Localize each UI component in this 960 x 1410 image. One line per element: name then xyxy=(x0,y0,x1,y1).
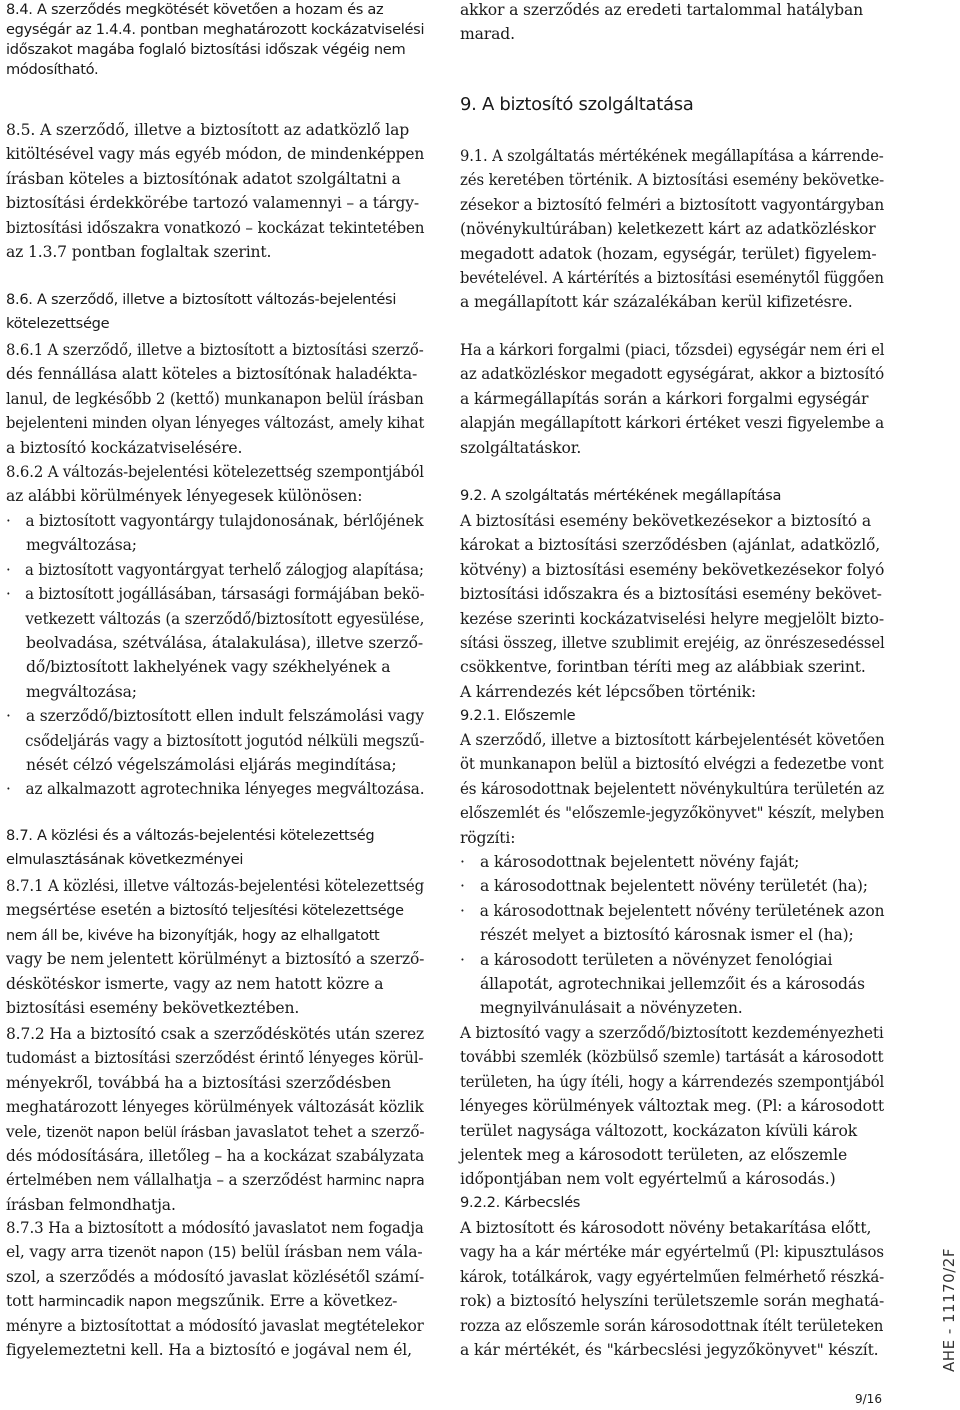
section-8-7-1-line-segment: déskötéskor ismerte, vagy az nem hatott közre a xyxy=(6,974,384,993)
section-8-7-1-line-segment: 8.7.1 A közlési, illetve változás-bejelentési kötelezettség xyxy=(6,877,425,895)
section-9-2-2-line: a kár mértékét, és "kárbecslési jegyzőkönyvet" készít. xyxy=(460,1341,879,1359)
bullet-text: megváltozása; xyxy=(26,682,137,701)
section-8-7-1-line xyxy=(6,876,424,896)
bullet-item xyxy=(6,657,390,677)
bullet-text: az alkalmazott agrotechnika lényeges megváltozása. xyxy=(25,780,425,799)
section-9-2-line: csökkentve, forintban téríti meg az alábbiak szerint. xyxy=(460,658,866,677)
bullet-text: részét melyet a biztosító károsnak ismer el (ha); xyxy=(480,926,854,945)
bullet-item xyxy=(460,852,799,872)
heading-8-7: elmulasztásának következményei xyxy=(6,851,244,868)
section-8-7-3-line-segment: el, vagy arra xyxy=(6,1243,109,1262)
bullet-item xyxy=(6,560,424,580)
section-8-7-2-line-segment: tudomást a biztosítási szerződést érintő lényeges körül- xyxy=(6,1049,424,1068)
section-8-5-line: az 1.3.7 pontban foglaltak szerint. xyxy=(6,243,272,261)
bullet-item xyxy=(6,633,423,653)
section-8-6-1-line: 8.6.1 A szerződő, illetve a biztosított a biztosítási szerző- xyxy=(6,341,424,359)
bullet-item xyxy=(6,731,424,751)
section-8-7-2-line-segment: dés módosítására, illetőleg – ha a kockázat szabályzata xyxy=(6,1147,425,1165)
bullet-item xyxy=(460,901,884,921)
market-price-line: az adatközléskor megadott egységárat, akkor a biztosító xyxy=(460,365,885,384)
bullet-marker: · xyxy=(460,877,465,896)
section-9-2-1b-line: lényeges körülmények változtak meg. (Pl: a károsodott xyxy=(460,1097,884,1116)
section-8-7-3-line xyxy=(6,1291,397,1312)
document-code xyxy=(934,1248,960,1372)
section-8-7-1-line-segment: megsértése esetén xyxy=(6,901,157,920)
section-9-2-2-line: vagy ha a kár mértéke már egyértelmű (Pl: kipusztulásos xyxy=(460,1243,884,1262)
section-9-2-1-line: előszemlét és "előszemle-jegyzőkönyvet" készít, melyben xyxy=(460,804,885,823)
heading-8-6: 8.6. A szerződő, illetve a biztosított változás-bejelentési xyxy=(6,291,397,308)
heading-9-2-1: 9.2.1. Előszemle xyxy=(460,707,576,724)
bullet-text: a biztosított jogállásában, társasági formájában bekö- xyxy=(25,585,425,604)
section-9-2-2-line: károk, totálkárok, vagy egyértelműen felmérhető részká- xyxy=(460,1267,885,1286)
section-9-2-1-line: rögzíti: xyxy=(460,828,516,847)
section-8-5-line: írásban köteles a biztosítónak adatot szolgáltatni a xyxy=(6,169,401,188)
bullet-text: megnyilvánulásait a növényzeten. xyxy=(480,999,743,1018)
heading-9-2-2: 9.2.2. Kárbecslés xyxy=(460,1194,581,1211)
section-8-6-1-line: bejelenteni minden olyan lényeges változást, amely kihat xyxy=(6,414,425,433)
section-8-7-1-line xyxy=(6,998,299,1018)
bullet-item xyxy=(460,876,868,896)
bullet-item xyxy=(6,706,424,726)
section-8-7-2-line xyxy=(6,1097,424,1117)
bullet-marker: · xyxy=(460,853,465,871)
bullet-marker: · xyxy=(6,585,11,604)
section-8-6-1-line: lanul, de legkésőbb 2 (kettő) munkanapon belül írásban xyxy=(6,389,424,408)
bullet-marker: · xyxy=(6,512,11,530)
bullet-item xyxy=(6,609,424,629)
section-9-1-line: zésekor a biztosító felméri a biztosított vagyontárgyban xyxy=(460,195,885,214)
section-8-7-3-line xyxy=(6,1242,423,1263)
section-8-7-2-line xyxy=(6,1122,424,1143)
section-8-7-1-line-segment: , kivéve ha bizonyítják, hogy az elhallgatott xyxy=(78,927,380,944)
section-9-2-1b-line: további szemlék (közbülső szemle) tartását a károsodott xyxy=(460,1048,884,1067)
section-8-7-3-line-segment: figyelemeztetni kell. Ha a biztosító e jogával nem él, xyxy=(6,1341,412,1359)
section-9-1-line: a megállapított kár százalékában kerül kifizetésre. xyxy=(460,293,853,312)
section-8-7-1-line xyxy=(6,949,424,969)
section-8-7-3-line xyxy=(6,1340,412,1360)
bullet-marker: · xyxy=(460,901,465,920)
bullet-text: beolvadása, szétválása, átalakulása), illetve szerző- xyxy=(26,634,423,652)
section-9-2-2-line: A biztosított és károsodott növény betakarítása előtt, xyxy=(460,1219,872,1237)
bullet-text: dő/biztosított lakhelyének vagy székhelyének a xyxy=(26,658,391,677)
bullet-text: csődeljárás vagy a biztosított jogutód nélküli megszű- xyxy=(25,731,425,750)
section-9-1-line: zés keretében történik. A biztosítási esemény bekövetke- xyxy=(460,171,885,190)
section-8-5-line: biztosítási érdekkörébe tartozó valamennyi – a tárgy- xyxy=(6,194,419,213)
bullet-item xyxy=(6,535,137,555)
heading-8-7: 8.7. A közlési és a változás-bejelentési kötelezettség xyxy=(6,827,375,844)
bullet-text: a károsodottnak bejelentett növény faját; xyxy=(480,853,800,871)
bullet-item xyxy=(460,950,832,970)
section-8-4-line: 8.4. A szerződés megkötését követően a hozam és az xyxy=(6,1,384,18)
page-number: 9/16 xyxy=(855,1392,882,1406)
section-9-2-1b-line: jelentek meg a károsodott területen, az előszemle xyxy=(460,1146,848,1164)
section-8-7-3-line-segment: belül írásban nem vála- xyxy=(236,1243,423,1262)
market-price-line: alapján megállapított kárkori értéket veszi figyelembe a xyxy=(460,414,885,433)
section-8-6-2-line: 8.6.2 A változás-bejelentési kötelezettség szempontjából xyxy=(6,463,424,481)
section-8-4-line: módosítható. xyxy=(6,61,99,78)
bullet-text: a biztosított vagyontárgy tulajdonosának, bérlőjének xyxy=(25,512,424,530)
section-8-5-line: kitöltésével vagy más egyéb módon, de mindenképpen xyxy=(6,145,425,164)
section-8-7-2-line xyxy=(6,1146,424,1166)
section-9-1-line: 9.1. A szolgáltatás mértékének megállapítása a kárrende- xyxy=(460,147,884,165)
section-8-7-3-line-segment: tizenöt napon (15) xyxy=(108,1245,237,1262)
section-9-1-line: (növénykultúrában) keletkezett kárt az adatközléskor xyxy=(460,220,876,239)
section-8-7-2-line xyxy=(6,1048,423,1068)
bullet-text: a szerződő/biztosított ellen indult felszámolási vagy xyxy=(25,707,424,726)
bullet-marker: · xyxy=(6,560,11,579)
bullet-item xyxy=(460,974,865,994)
bullet-text: nését célzó végelszámolási eljárás megindítása; xyxy=(26,756,397,774)
section-8-5-line: 8.5. A szerződő, illetve a biztosított az adatközlő lap xyxy=(6,121,410,139)
market-price-line: a kármegállapítás során a kárkori forgalmi egységár xyxy=(460,389,869,408)
section-8-7-3-line xyxy=(6,1316,424,1336)
bullet-text: állapotát, agrotechnikai jellemzőit és a károsodás xyxy=(480,975,865,993)
section-8-7-3-line-segment: tott xyxy=(6,1292,39,1311)
section-9-2-1-line: A szerződő, illetve a biztosított kárbejelentését követően xyxy=(460,731,885,749)
section-8-7-2-line-segment: tizenöt napon belül írásban xyxy=(46,1124,231,1141)
bullet-marker: · xyxy=(6,780,11,799)
section-9-2-line: kezése szerinti kockázatviselési helyre megjelölt bizto- xyxy=(460,609,884,628)
section-8-7-1-line xyxy=(6,900,404,921)
heading-9-2: 9.2. A szolgáltatás mértékének megállapítása xyxy=(460,487,782,504)
section-8-4-line: időszakot magába foglaló biztosítási időszak végéig nem xyxy=(6,41,406,58)
document-code-text: AHE - 11170/2F xyxy=(940,1248,958,1372)
section-8-7-1-line-segment: vagy be nem jelentett körülményt a biztosító a szerző- xyxy=(6,950,425,969)
section-9-2-line: károkat a biztosítási szerződésben (ajánlat, adatközlő, xyxy=(460,536,881,555)
section-8-7-3-line-segment: 8.7.3 Ha a biztosított a módosító javaslatot nem fogadja xyxy=(6,1219,424,1237)
bullet-marker: · xyxy=(6,707,11,726)
bullet-text: a károsodottnak bejelentett nővény területének azon xyxy=(479,901,885,920)
section-8-7-2-line-segment: írásban felmondhatja. xyxy=(6,1195,176,1214)
section-8-7-2-line-segment: harminc napra xyxy=(326,1173,425,1190)
section-9-2-2-line: rozza az előszemle során károsodottnak ítélt területeken xyxy=(460,1316,884,1335)
heading-9: 9. A biztosító szolgáltatása xyxy=(460,94,694,115)
section-8-7-2-line-segment: javaslatot tehet a szerző- xyxy=(230,1122,425,1141)
section-9-2-1-line: öt munkanapon belül a biztosító elvégzi a fedezetbe vont xyxy=(460,755,884,774)
section-9-2-1b-line: terület nagysága változott, kockázaton kívüli károk xyxy=(460,1121,857,1140)
section-8-7-3-line-segment: megszűnik. Erre a következ- xyxy=(171,1292,398,1311)
section-8-7-3-line xyxy=(6,1267,424,1287)
section-9-2-line: kötvény) a biztosítási esemény bekövetkezésekor folyó xyxy=(460,560,885,579)
section-8-6-2-line: az alábbi körülmények lényegesek különösen: xyxy=(6,487,363,506)
section-9-2-line: A biztosítási esemény bekövetkezésekor a biztosító a xyxy=(460,512,871,530)
section-9-2-1b-line: A biztosító vagy a szerződő/biztosított kezdeményezheti xyxy=(460,1024,884,1042)
bullet-item xyxy=(6,779,424,799)
bullet-item xyxy=(460,998,743,1018)
bullet-item xyxy=(6,584,425,604)
section-9-2-1-line: és károsodottnak bejelentett növénykultúra területén az xyxy=(460,779,885,798)
section-9-1-line: megadott adatok (hozam, egységár, terület) figyelem- xyxy=(460,244,877,263)
section-9-2-line: A kárrendezés két lépcsőben történik: xyxy=(460,682,756,701)
bullet-text: a biztosított vagyontárgyat terhelő zálogjog alapítása; xyxy=(25,560,424,579)
section-8-7-1-line-segment: biztosítási esemény bekövetkeztében. xyxy=(6,999,300,1017)
section-8-7-2-line xyxy=(6,1195,176,1215)
bullet-text: megváltozása; xyxy=(26,536,137,555)
section-8-7-2-line-segment: vele, xyxy=(6,1122,47,1141)
section-8-6-1-line: a biztosító kockázatviselésére. xyxy=(6,438,243,457)
section-9-2-line: sítási összeg, illetve szublimit erejéig, az önrészesedéssel xyxy=(460,634,885,652)
bullet-item xyxy=(6,511,423,531)
section-9-2-line: biztosítási időszakra és a biztosítási esemény bekövet- xyxy=(460,585,882,604)
section-8-7-2-line xyxy=(6,1170,424,1191)
section-8-7-1-line-segment: nem áll be xyxy=(6,927,79,944)
section-8-7-3-line-segment: ményre a biztosítottat a módosító javaslat megtételekor xyxy=(6,1316,424,1335)
section-8-7-3-line xyxy=(6,1218,424,1238)
heading-8-6: kötelezettsége xyxy=(6,315,110,332)
section-8-7-3-line-segment: szol, a szerződés a módosító javaslat közlésétől számí- xyxy=(6,1267,425,1286)
section-8-7-2-line xyxy=(6,1073,391,1093)
section-9-1-line: bevételével. A kártérítés a biztosítási eseménytől függően xyxy=(460,269,884,287)
section-8-7-3-line-segment: harmincadik napon xyxy=(38,1294,172,1311)
section-8-7-2-line-segment: 8.7.2 Ha a biztosító csak a szerződéskötés után szerez xyxy=(6,1025,424,1043)
continuation-line: marad. xyxy=(460,25,515,44)
market-price-line: Ha a kárkori forgalmi (piaci, tőzsdei) egységár nem éri el xyxy=(460,341,885,359)
section-8-4-line: egységár az 1.4.4. pontban meghatározott kockázatviselési xyxy=(6,21,425,38)
bullet-text: vetkezett változás (a szerződő/biztosított egyesülése, xyxy=(25,609,425,628)
section-8-7-2-line xyxy=(6,1024,424,1044)
bullet-text: a károsodott területen a növényzet fenológiai xyxy=(480,950,833,969)
section-8-7-2-line-segment: értelmében nem vállalhatja – a szerződést xyxy=(6,1171,327,1190)
market-price-line: szolgáltatáskor. xyxy=(460,438,582,457)
bullet-item xyxy=(6,755,397,775)
bullet-item xyxy=(6,682,137,702)
section-9-2-2-line: rok) a biztosító helyszíni területszemle során meghatá- xyxy=(460,1292,885,1311)
bullet-text: a károsodottnak bejelentett növény területét (ha); xyxy=(480,877,868,896)
continuation-line: akkor a szerződés az eredeti tartalommal hatályban xyxy=(460,1,864,19)
bullet-item xyxy=(460,925,854,945)
section-8-5-line: biztosítási időszakra vonatkozó – kockázat tekintetében xyxy=(6,218,425,237)
section-8-7-1-line xyxy=(6,925,379,946)
section-8-6-1-line: dés fennállása alatt köteles a biztosítónak haladékta- xyxy=(6,365,418,384)
section-8-7-1-line-segment: a biztosító teljesítési kötelezettsége xyxy=(156,903,404,920)
section-8-7-2-line-segment: ményekről, továbbá ha a biztosítási szerződésben xyxy=(6,1073,391,1092)
section-9-2-1b-line: területen, ha úgy ítéli, hogy a kárrendezés szempontjából xyxy=(460,1072,885,1091)
section-9-2-1b-line: időpontjában nem volt egyértelmű a károsodás.) xyxy=(460,1170,836,1189)
bullet-marker: · xyxy=(460,950,465,969)
section-8-7-2-line-segment: meghatározott lényeges körülmények változását közlik xyxy=(6,1098,424,1117)
section-8-7-1-line xyxy=(6,974,383,994)
